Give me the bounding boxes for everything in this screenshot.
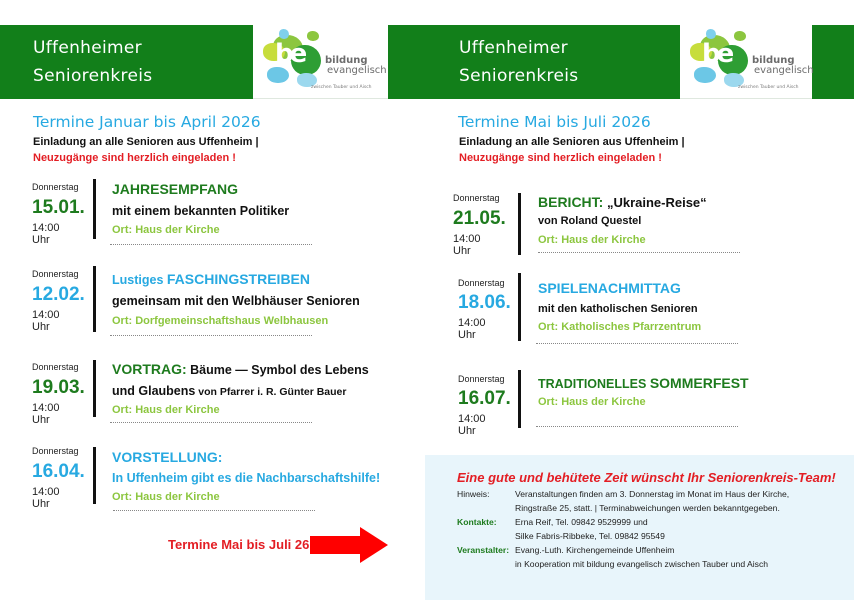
contacts-label: Kontakte: bbox=[457, 517, 497, 527]
event-separator bbox=[110, 244, 312, 245]
event-day: Donnerstag bbox=[453, 193, 500, 203]
hint-label: Hinweis: bbox=[457, 489, 490, 499]
event-title-rest: Bäume — Symbol des Lebens bbox=[186, 363, 369, 377]
info-contacts-row bbox=[457, 517, 648, 527]
event-time: 14:00 Uhr bbox=[32, 222, 60, 246]
title-line-2: Seniorenkreis bbox=[33, 66, 153, 86]
event-divider bbox=[93, 179, 96, 239]
hint-line-2: Ringstraße 25, statt. | Terminabweichungen werden bekanntgegeben. bbox=[515, 503, 780, 513]
header-title-right bbox=[459, 34, 578, 90]
event-location: Ort: Haus der Kirche bbox=[112, 404, 220, 416]
event-divider bbox=[93, 266, 96, 332]
section-title-left: Termine Januar bis April 2026 bbox=[33, 113, 261, 131]
event-title: VORSTELLUNG: bbox=[112, 449, 223, 465]
contacts-line-2: Silke Fabris-Ribbeke, Tel. 09842 95549 bbox=[515, 531, 665, 541]
organizer-line-1: Evang.-Luth. Kirchengemeinde Uffenheim bbox=[515, 545, 675, 555]
event-separator bbox=[110, 422, 312, 423]
event-title bbox=[538, 194, 707, 210]
event-location: Ort: Haus der Kirche bbox=[112, 491, 220, 503]
invite-text: Einladung an alle Senioren aus Uffenheim | bbox=[459, 136, 685, 148]
event-title-rest: „Ukraine-Reise“ bbox=[603, 195, 707, 210]
event-location: Ort: Katholisches Pfarrzentrum bbox=[538, 321, 702, 333]
event-location: Ort: Dorfgemeinschaftshaus Welbhausen bbox=[112, 315, 329, 327]
organizer-line-2: in Kooperation mit bildung evangelisch zwischen Tauber und Aisch bbox=[515, 559, 769, 569]
logo-word-evangelisch: evangelisch bbox=[754, 65, 814, 76]
logo-tagline: zwischen Tauber und Aisch bbox=[311, 85, 372, 90]
event-divider bbox=[518, 193, 521, 255]
event-divider bbox=[518, 370, 521, 428]
event-subtitle: In Uffenheim gibt es die Nachbarschaftshilfe! bbox=[112, 471, 381, 485]
event-title-main: FASCHINGSTREIBEN bbox=[166, 271, 310, 287]
logo-blob bbox=[267, 67, 289, 83]
hint-line-1: Veranstaltungen finden am 3. Donnerstag im Monat im Haus der Kirche, bbox=[515, 489, 790, 499]
event-location: Ort: Haus der Kirche bbox=[538, 234, 646, 246]
arrow-right-icon bbox=[310, 527, 390, 563]
event-title bbox=[112, 361, 369, 377]
logo-word-bildung: bildung bbox=[752, 55, 795, 66]
logo-blob bbox=[734, 31, 746, 41]
event-title-main: VORTRAG: bbox=[112, 361, 187, 377]
next-period-label: Termine Mai bis Juli 26 bbox=[168, 537, 310, 552]
logo-word-evangelisch: evangelisch bbox=[327, 65, 387, 76]
event-divider bbox=[93, 447, 96, 504]
event-separator bbox=[536, 343, 738, 344]
event-date: 12.02. bbox=[32, 284, 85, 305]
event-divider bbox=[93, 360, 96, 417]
title-line-1: Uffenheimer bbox=[459, 38, 568, 58]
info-organizer-row bbox=[457, 545, 674, 555]
invite-text: Einladung an alle Senioren aus Uffenheim | bbox=[33, 136, 259, 148]
event-title-main: BERICHT: bbox=[538, 194, 604, 210]
bildung-evangelisch-logo bbox=[680, 25, 815, 99]
logo-blob bbox=[307, 31, 319, 41]
event-subtitle-main: und Glaubens bbox=[112, 384, 196, 398]
event-date: 21.05. bbox=[453, 208, 506, 229]
event-title-main: SOMMERFEST bbox=[649, 375, 749, 391]
event-date: 19.03. bbox=[32, 377, 85, 398]
header-band-edge bbox=[812, 25, 854, 99]
event-day: Donnerstag bbox=[32, 446, 79, 456]
info-box bbox=[425, 455, 854, 600]
event-day: Donnerstag bbox=[32, 362, 79, 372]
info-headline: Eine gute und behütete Zeit wünscht Ihr Seniorenkreis-Team! bbox=[457, 470, 836, 485]
event-separator bbox=[536, 426, 738, 427]
event-subtitle bbox=[112, 384, 346, 398]
event-divider bbox=[518, 273, 521, 341]
title-line-2: Seniorenkreis bbox=[459, 66, 579, 86]
event-day: Donnerstag bbox=[458, 374, 505, 384]
event-subtitle: von Roland Questel bbox=[538, 215, 642, 227]
event-date: 16.04. bbox=[32, 461, 85, 482]
event-separator bbox=[110, 335, 312, 336]
organizer-label: Veranstalter: bbox=[457, 545, 510, 555]
event-time: 14:00 Uhr bbox=[32, 309, 60, 333]
event-time: 14:00 Uhr bbox=[458, 317, 486, 341]
event-date: 15.01. bbox=[32, 197, 85, 218]
logo-blob bbox=[694, 67, 716, 83]
header-title-left bbox=[33, 34, 152, 90]
event-location: Ort: Haus der Kirche bbox=[112, 224, 220, 236]
event-title-prefix: TRADITIONELLES bbox=[538, 377, 650, 391]
logo-blob bbox=[279, 29, 289, 39]
event-date: 18.06. bbox=[458, 292, 511, 313]
event-subtitle-rest: von Pfarrer i. R. Günter Bauer bbox=[195, 386, 347, 398]
logo-letters: be bbox=[702, 39, 731, 69]
arrow-head bbox=[360, 527, 388, 563]
logo-blob bbox=[706, 29, 716, 39]
event-title: JAHRESEMPFANG bbox=[112, 181, 239, 197]
event-time: 14:00 Uhr bbox=[32, 402, 60, 426]
event-day: Donnerstag bbox=[458, 278, 505, 288]
logo-word-bildung: bildung bbox=[325, 55, 368, 66]
event-title-prefix: Lustiges bbox=[112, 273, 167, 287]
event-title: SPIELENACHMITTAG bbox=[538, 280, 681, 296]
event-subtitle: mit den katholischen Senioren bbox=[538, 303, 698, 315]
event-time: 14:00 Uhr bbox=[453, 233, 481, 257]
info-hint-row bbox=[457, 489, 789, 499]
event-time: 14:00 Uhr bbox=[458, 413, 486, 437]
event-title bbox=[112, 271, 310, 287]
bildung-evangelisch-logo bbox=[253, 25, 388, 99]
contacts-line-1: Erna Reif, Tel. 09842 9529999 und bbox=[515, 517, 648, 527]
newcomers-text: Neuzugänge sind herzlich eingeladen ! bbox=[33, 152, 236, 164]
event-day: Donnerstag bbox=[32, 269, 79, 279]
section-title-right: Termine Mai bis Juli 2026 bbox=[458, 113, 651, 131]
event-subtitle: gemeinsam mit den Welbhäuser Senioren bbox=[112, 294, 360, 308]
event-time: 14:00 Uhr bbox=[32, 486, 60, 510]
event-separator bbox=[113, 510, 315, 511]
logo-letters: be bbox=[275, 39, 304, 69]
event-date: 16.07. bbox=[458, 388, 511, 409]
event-subtitle: mit einem bekannten Politiker bbox=[112, 204, 290, 218]
event-location: Ort: Haus der Kirche bbox=[538, 396, 646, 408]
title-line-1: Uffenheimer bbox=[33, 38, 142, 58]
event-separator bbox=[538, 252, 740, 253]
event-title bbox=[538, 375, 749, 391]
arrow-shaft bbox=[310, 536, 360, 554]
logo-tagline: zwischen Tauber und Aisch bbox=[738, 85, 799, 90]
event-day: Donnerstag bbox=[32, 182, 79, 192]
newcomers-text: Neuzugänge sind herzlich eingeladen ! bbox=[459, 152, 662, 164]
